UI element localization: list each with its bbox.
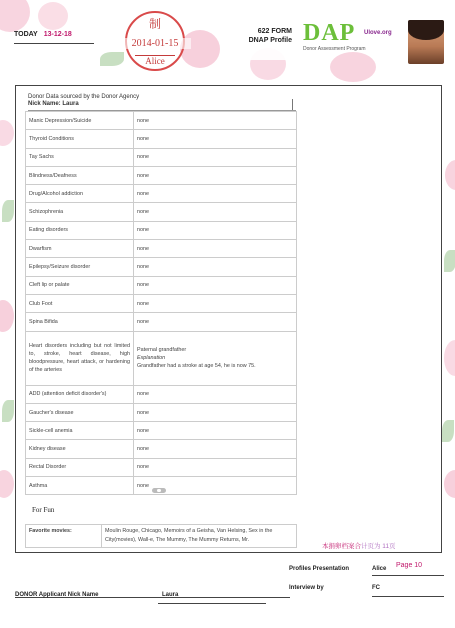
table-row <box>26 240 297 258</box>
answer-cell: none <box>134 130 297 148</box>
divider <box>158 603 266 604</box>
table-row <box>26 185 297 203</box>
for-fun-table <box>25 524 297 548</box>
explanation-label: Explanation <box>137 355 166 362</box>
answer-cell: none <box>134 294 297 312</box>
condition-cell: Epilepsy/Seizure disorder <box>26 258 134 276</box>
table-row <box>26 440 297 458</box>
answer-value: Paternal grandfather <box>137 347 187 354</box>
explanation-text: Grandfather had a stroke at age 54, he is now 75. <box>137 363 256 370</box>
answer-cell: none <box>134 385 297 403</box>
table-row <box>26 203 297 221</box>
page-count-a: 本捐卵档案合 <box>322 543 361 550</box>
table-row <box>26 258 297 276</box>
donor-nick-label: DONOR Applicant Nick Name <box>15 592 99 598</box>
answer-cell <box>134 331 297 385</box>
page-count-note <box>322 541 396 550</box>
divider <box>292 99 293 110</box>
answer-cell: none <box>134 221 297 239</box>
today-date: 13-12-18 <box>43 31 72 38</box>
donor-nick-value: Laura <box>162 592 179 598</box>
approval-stamp <box>125 11 185 71</box>
table-row <box>26 276 297 294</box>
form-subtitle: DNAP Profile <box>248 37 292 44</box>
condition-cell: Asthma <box>26 477 134 495</box>
divider <box>372 596 444 597</box>
condition-cell: Gaucher's disease <box>26 403 134 421</box>
logo-text: DAP <box>303 20 356 46</box>
condition-cell: Eating disorders <box>26 221 134 239</box>
answer-cell: none <box>134 313 297 331</box>
page-number: Page 10 <box>396 562 423 569</box>
condition-cell: Blindness/Deafness <box>26 166 134 184</box>
condition-cell: Rectal Disorder <box>26 458 134 476</box>
table-row <box>26 294 297 312</box>
table-row <box>26 331 297 385</box>
condition-cell: Club Foot <box>26 294 134 312</box>
stamp-date: 2014-01-15 <box>119 38 191 49</box>
today-label: TODAY <box>14 31 38 38</box>
table-row <box>26 166 297 184</box>
answer-cell: none <box>134 112 297 130</box>
condition-cell: ADD (attention deficit disorder's) <box>26 385 134 403</box>
condition-cell: Schizophrenia <box>26 203 134 221</box>
today-field <box>14 31 72 38</box>
form-title <box>230 27 292 45</box>
answer-cell: none <box>134 458 297 476</box>
condition-cell: Kidney disease <box>26 440 134 458</box>
table-row <box>26 422 297 440</box>
answer-cell: none <box>134 166 297 184</box>
logo-url: Ulove.org <box>364 30 392 36</box>
table-row <box>26 385 297 403</box>
presentation-value: Alice <box>372 566 387 572</box>
answer-cell: none <box>134 185 297 203</box>
page-count-b: 计页为 11页 <box>361 543 396 550</box>
answer-cell: none <box>134 258 297 276</box>
page-header <box>0 0 455 80</box>
table-row <box>26 148 297 166</box>
donor-photo <box>408 20 444 64</box>
stamp-top: 制 <box>148 17 161 31</box>
answer-cell: none <box>134 477 297 495</box>
agency-note: Donor Data sourced by the Donor Agency <box>28 94 140 100</box>
today-underline <box>14 43 94 44</box>
table-row <box>26 313 297 331</box>
nick-name-label: Nick Name: Laura <box>28 101 79 107</box>
table-row <box>26 403 297 421</box>
answer-cell: none <box>134 148 297 166</box>
condition-cell: Drug/Alcohol addiction <box>26 185 134 203</box>
medical-history-table <box>25 111 297 495</box>
condition-cell: Thyroid Conditions <box>26 130 134 148</box>
form-number: 622 FORM <box>257 28 292 35</box>
movies-label: Favorite movies: <box>26 525 102 548</box>
condition-cell: Heart disorders including but not limited to, stroke, heart disease, high bloodpressure, heart attack, or hardening of the arteries <box>26 331 134 385</box>
table-row <box>26 525 297 548</box>
table-row <box>26 458 297 476</box>
logo-tagline: Donor Assessment Program <box>303 46 366 52</box>
table-row <box>26 221 297 239</box>
condition-cell: Manic Depression/Suicide <box>26 112 134 130</box>
interview-value: FC <box>372 585 380 591</box>
movies-value: Moulin Rouge, Chicago, Memoirs of a Geisha, Van Helsing, Sex in the City(movies), Wall-e, The Mummy, The Mummy Returns, Mr. <box>102 525 297 548</box>
divider <box>372 575 444 576</box>
answer-cell: none <box>134 276 297 294</box>
answer-cell: none <box>134 203 297 221</box>
condition-cell: Cleft lip or palate <box>26 276 134 294</box>
stamp-name: Alice <box>135 55 175 66</box>
condition-cell: Tay Sachs <box>26 148 134 166</box>
table-row <box>26 130 297 148</box>
presentation-label: Profiles Presentation <box>289 566 350 572</box>
answer-cell: none <box>134 240 297 258</box>
condition-cell: Spina Bifida <box>26 313 134 331</box>
condition-cell: Dwarfism <box>26 240 134 258</box>
dap-logo <box>298 20 406 52</box>
answer-cell: none <box>134 422 297 440</box>
answer-cell: none <box>134 440 297 458</box>
interview-label: Interview by <box>289 585 324 591</box>
condition-cell: Sickle-cell anemia <box>26 422 134 440</box>
answer-cell: none <box>134 403 297 421</box>
for-fun-heading: For Fun <box>32 506 55 514</box>
table-row <box>26 112 297 130</box>
scroll-handle[interactable] <box>152 488 166 493</box>
